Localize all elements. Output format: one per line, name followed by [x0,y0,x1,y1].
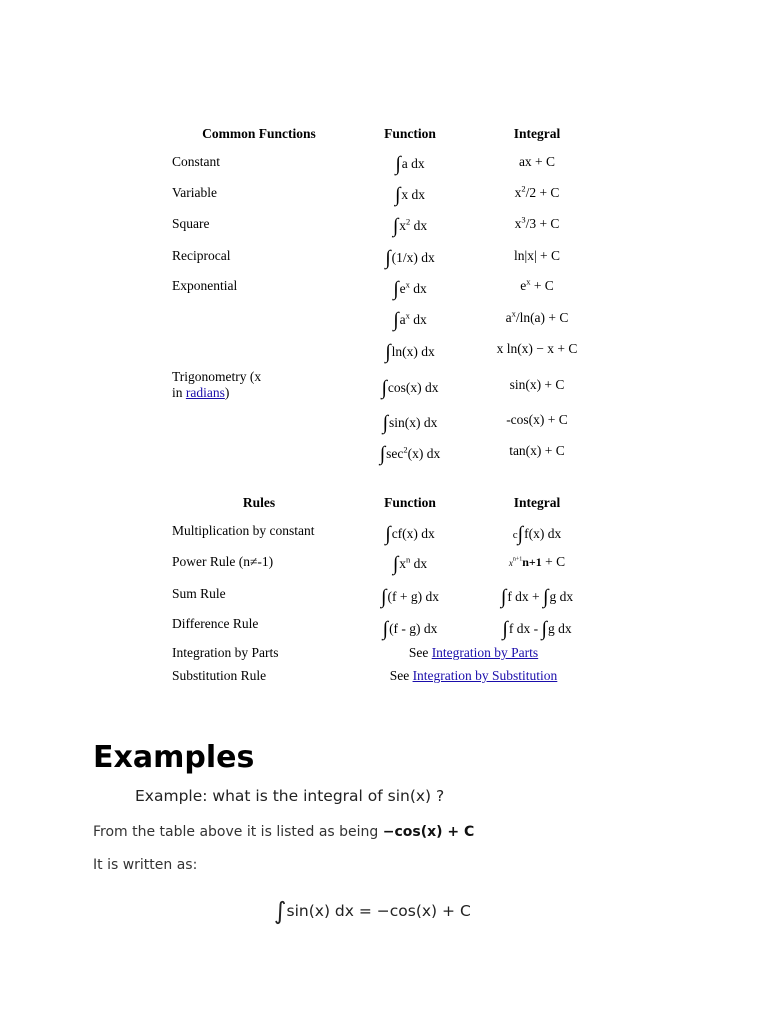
row-mult-function: ∫cf(x) dx [385,523,435,545]
row-reciprocal-integral: ln|x| + C [513,248,561,263]
integral-symbol: ∫ [382,412,389,434]
row-sum-integral: ∫f dx + ∫g dx [500,586,574,608]
example-line-2: It is written as: [93,857,198,873]
integration-by-substitution-link[interactable]: Integration by Substitution [412,668,558,683]
row-sin-function: ∫sin(x) dx [382,412,438,434]
row-cos-integral: sin(x) + C [509,377,565,392]
row-power-label: Power Rule (n≠-1) [172,554,274,569]
integral-symbol: ∫ [541,618,547,640]
row-exponential-label: Exponential [172,278,238,293]
row-subst-see: See Integration by Substitution [389,668,558,683]
row-ln-integral: x ln(x) − x + C [496,341,578,356]
row-variable-integral: $x^2/2 + C$ [514,183,560,200]
row-sin-integral: -cos(x) + C [506,412,568,427]
integral-symbol: ∫ [394,184,401,206]
row-reciprocal-function: ∫(1/x) dx [385,247,435,269]
row-subst-label: Substitution Rule [172,668,267,683]
table1-header-common-functions: Common Functions [202,126,316,141]
integral-symbol: ∫ [393,278,399,300]
table1-header-integral: Integral [513,126,561,141]
row-diff-label: Difference Rule [172,616,259,631]
integral-symbol: ∫ [385,247,391,269]
example-line-1: From the table above it is listed as being −cos(x) + C [93,824,475,840]
row-trig-label: Trigonometry (x [172,369,262,384]
integral-symbol: ∫ [393,309,399,331]
row-variable-function: ∫x dx [394,184,426,206]
integral-symbol: ∫ [381,377,387,399]
row-square-integral: $x^3/3 + C$ [514,214,560,231]
row-exponential-integral: $e^x + C$ [520,276,554,293]
row-cos-function: ∫cos(x) dx [381,377,439,399]
integral-symbol: ∫ [385,523,391,545]
integral-symbol: ∫ [392,553,399,575]
row-sum-label: Sum Rule [172,586,226,601]
integral-symbol: ∫ [379,443,386,465]
integral-symbol: ∫ [500,586,507,608]
integral-symbol: ∫ [502,618,508,640]
integral-symbol: ∫ [392,215,399,237]
integral-symbol: ∫ [381,586,387,608]
row-exponential-function: $\int e^x$ dx [393,278,427,300]
example-title: Example: what is the integral of sin(x) ? [135,787,445,805]
examples-heading: Examples [93,740,255,775]
integral-symbol: ∫ [274,897,287,925]
row-mult-integral: c∫f(x) dx [512,523,562,545]
row-constant-integral: ax + C [518,154,556,169]
integration-by-parts-link[interactable]: Integration by Parts [431,645,539,660]
integral-symbol: ∫ [543,586,549,608]
row-ln-function: ∫ln(x) dx [385,341,435,363]
row-square-function: $\int x^2$ dx [392,215,428,237]
row-constant-function: ∫a dx [395,153,425,175]
row-power-function: $\int x^n$ dx [392,553,428,575]
radians-link[interactable]: radians [185,385,225,400]
table2-header-rules: Rules [242,495,276,510]
row-parts-label: Integration by Parts [172,645,279,660]
row-ax-function: $\int a^x$ dx [393,309,427,331]
row-sec-function: $\int\sec^2(x)$ dx [379,443,441,465]
row-parts-see: See Integration by Parts [408,645,539,660]
row-constant-label: Constant [172,154,221,169]
table1-header-function: Function [384,126,436,141]
table2-header-function: Function [384,495,436,510]
integral-symbol: ∫ [395,153,401,175]
row-power-integral: $x^{n+1}n+1 + C$ [508,554,566,569]
integral-symbol: ∫ [382,618,389,640]
row-ax-integral: $a^x/\ln(a) + C$ [505,308,569,325]
row-diff-integral: ∫f dx - ∫g dx [502,618,572,640]
row-trig-label-2: in radians) [172,385,230,400]
integral-symbol: ∫ [517,523,524,545]
row-diff-function: ∫(f - g) dx [382,618,438,640]
row-square-label: Square [172,216,210,231]
integral-symbol: ∫ [385,341,391,363]
row-variable-label: Variable [172,185,217,200]
example-formula: ∫sin(x) dx = −cos(x) + C [274,897,471,925]
row-sec-integral: tan(x) + C [509,443,565,458]
row-reciprocal-label: Reciprocal [172,248,231,263]
table2-header-integral: Integral [513,495,561,510]
row-mult-label: Multiplication by constant [172,523,315,538]
row-sum-function: ∫(f + g) dx [381,586,439,608]
